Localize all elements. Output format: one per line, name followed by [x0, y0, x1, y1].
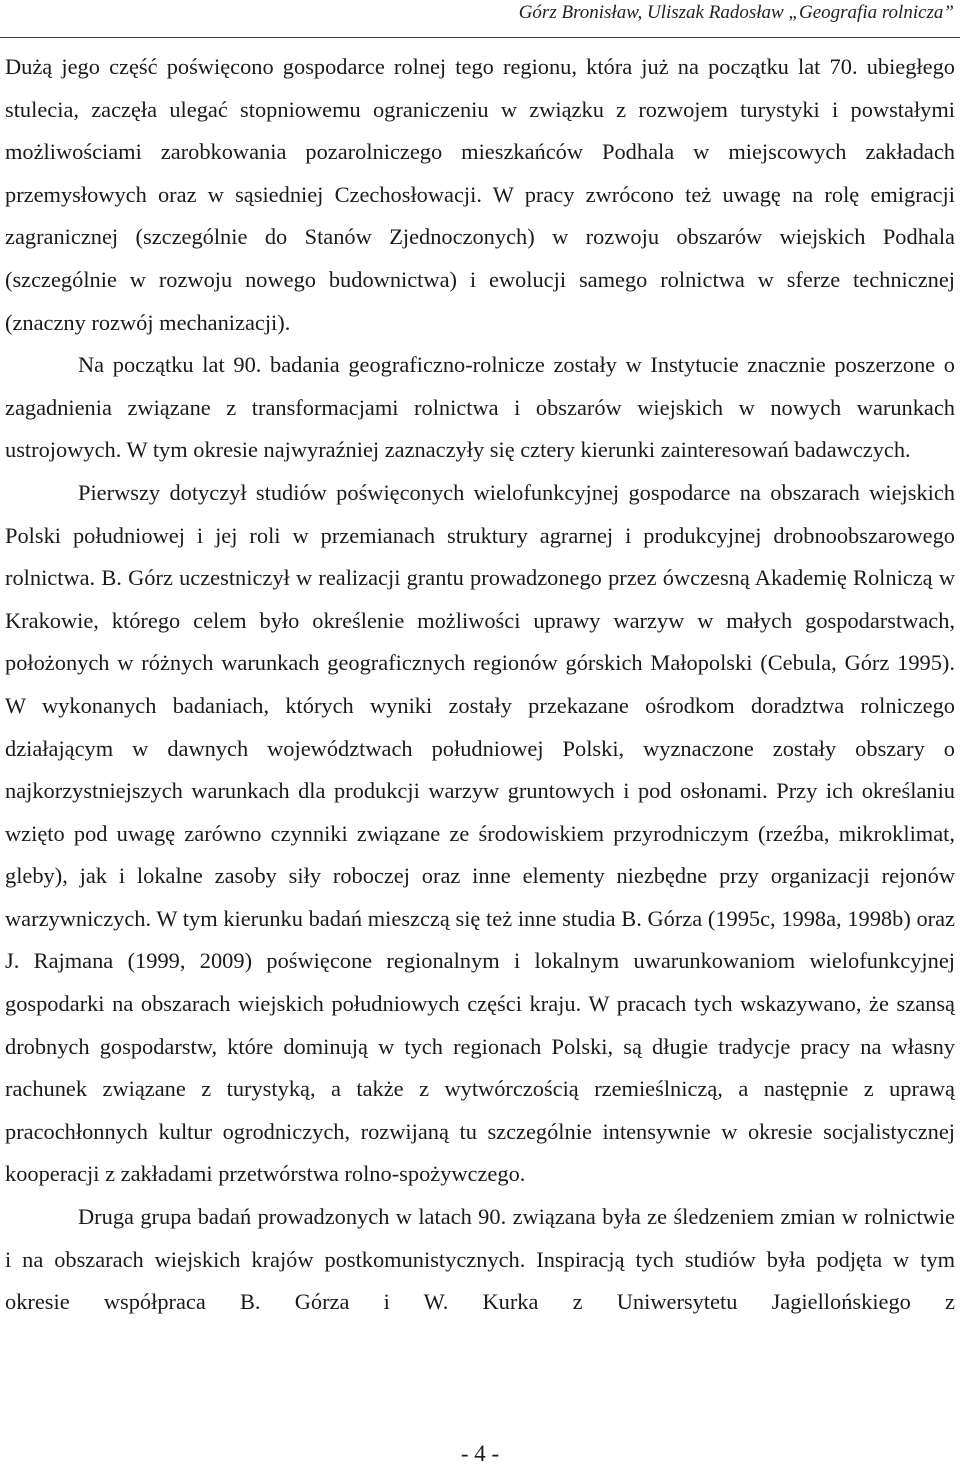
page-number: - 4 -: [460, 1441, 500, 1466]
running-header: Górz Bronisław, Uliszak Radosław „Geografia rolnicza”: [518, 2, 954, 23]
header-rule: [0, 37, 960, 38]
body-text: [5, 46, 955, 1324]
paragraph: Pierwszy dotyczył studiów poświęconych wielofunkcyjnej gospodarce na obszarach wiejskich Polski południowej i jej roli w przemianach struktury agrarnej i produkcyjnej drobnoobszarowego rolnictwa. B. Górz uczestniczył w realizacji grantu prowadzonego przez ówczesną Akademię Rolniczą w Krakowie, którego celem było określenie możliwości uprawy warzyw w małych gospodarstwach, położonych w różnych warunkach geograficznych regionów górskich Małopolski (Cebula, Górz 1995). W wykonanych badaniach, których wyniki zostały przekazane ośrodkom doradztwa rolniczego działającym w dawnych województwach południowej Polski, wyznaczone zostały obszary o najkorzystniejszych warunkach dla produkcji warzyw gruntowych i pod osłonami. Przy ich określaniu wzięto pod uwagę zarówno czynniki związane ze środowiskiem przyrodniczym (rzeźba, mikroklimat, gleby), jak i lokalne zasoby siły roboczej oraz inne elementy niezbędne przy organizacji rejonów warzywniczych. W tym kierunku badań mieszczą się też inne studia B. Górza (1995c, 1998a, 1998b) oraz J. Rajmana (1999, 2009) poświęcone regionalnym i lokalnym uwarunkowaniom wielofunkcyjnej gospodarki na obszarach wiejskich południowych części kraju. W pracach tych wskazywano, że szansą drobnych gospodarstw, które dominują w tych regionach Polski, są długie tradycje pracy na własny rachunek związane z turystyką, a także z wytwórczością rzemieślniczą, a następnie z uprawą pracochłonnych kultur ogrodniczych, rozwijaną tu szczególnie intensywnie w okresie socjalistycznej kooperacji z zakładami przetwórstwa rolno-spożywczego.: [5, 479, 955, 1187]
paragraph: Na początku lat 90. badania geograficzno-rolnicze zostały w Instytucie znacznie poszerzone o zagadnienia związane z transformacjami rolnictwa i obszarów wiejskich w nowych warunkach ustrojowych. W tym okresie najwyraźniej zaznaczyły się cztery kierunki zainteresowań badawczych.: [5, 352, 955, 463]
paragraph: Druga grupa badań prowadzonych w latach 90. związana była ze śledzeniem zmian w rolnictwie i na obszarach wiejskich krajów postkomunistycznych. Inspiracją tych studiów była podjęta w tym okresie współpraca B. Górza i W. Kurka z Uniwersytetu Jagiellońskiego z: [5, 1204, 955, 1315]
paragraph: Dużą jego część poświęcono gospodarce rolnej tego regionu, która już na początku lat 70. ubiegłego stulecia, zaczęła ulegać stopniowemu ograniczeniu w związku z rozwojem turystyki i powstałymi możliwościami zarobkowania pozarolniczego mieszkańców Podhala w miejscowych zakładach przemysłowych oraz w sąsiedniej Czechosłowacji. W pracy zwrócono też uwagę na rolę emigracji zagranicznej (szczególnie do Stanów Zjednoczonych) w rozwoju obszarów wiejskich Podhala (szczególnie w rozwoju nowego budownictwa) i ewolucji samego rolnictwa w sferze technicznej (znaczny rozwój mechanizacji).: [5, 54, 955, 335]
